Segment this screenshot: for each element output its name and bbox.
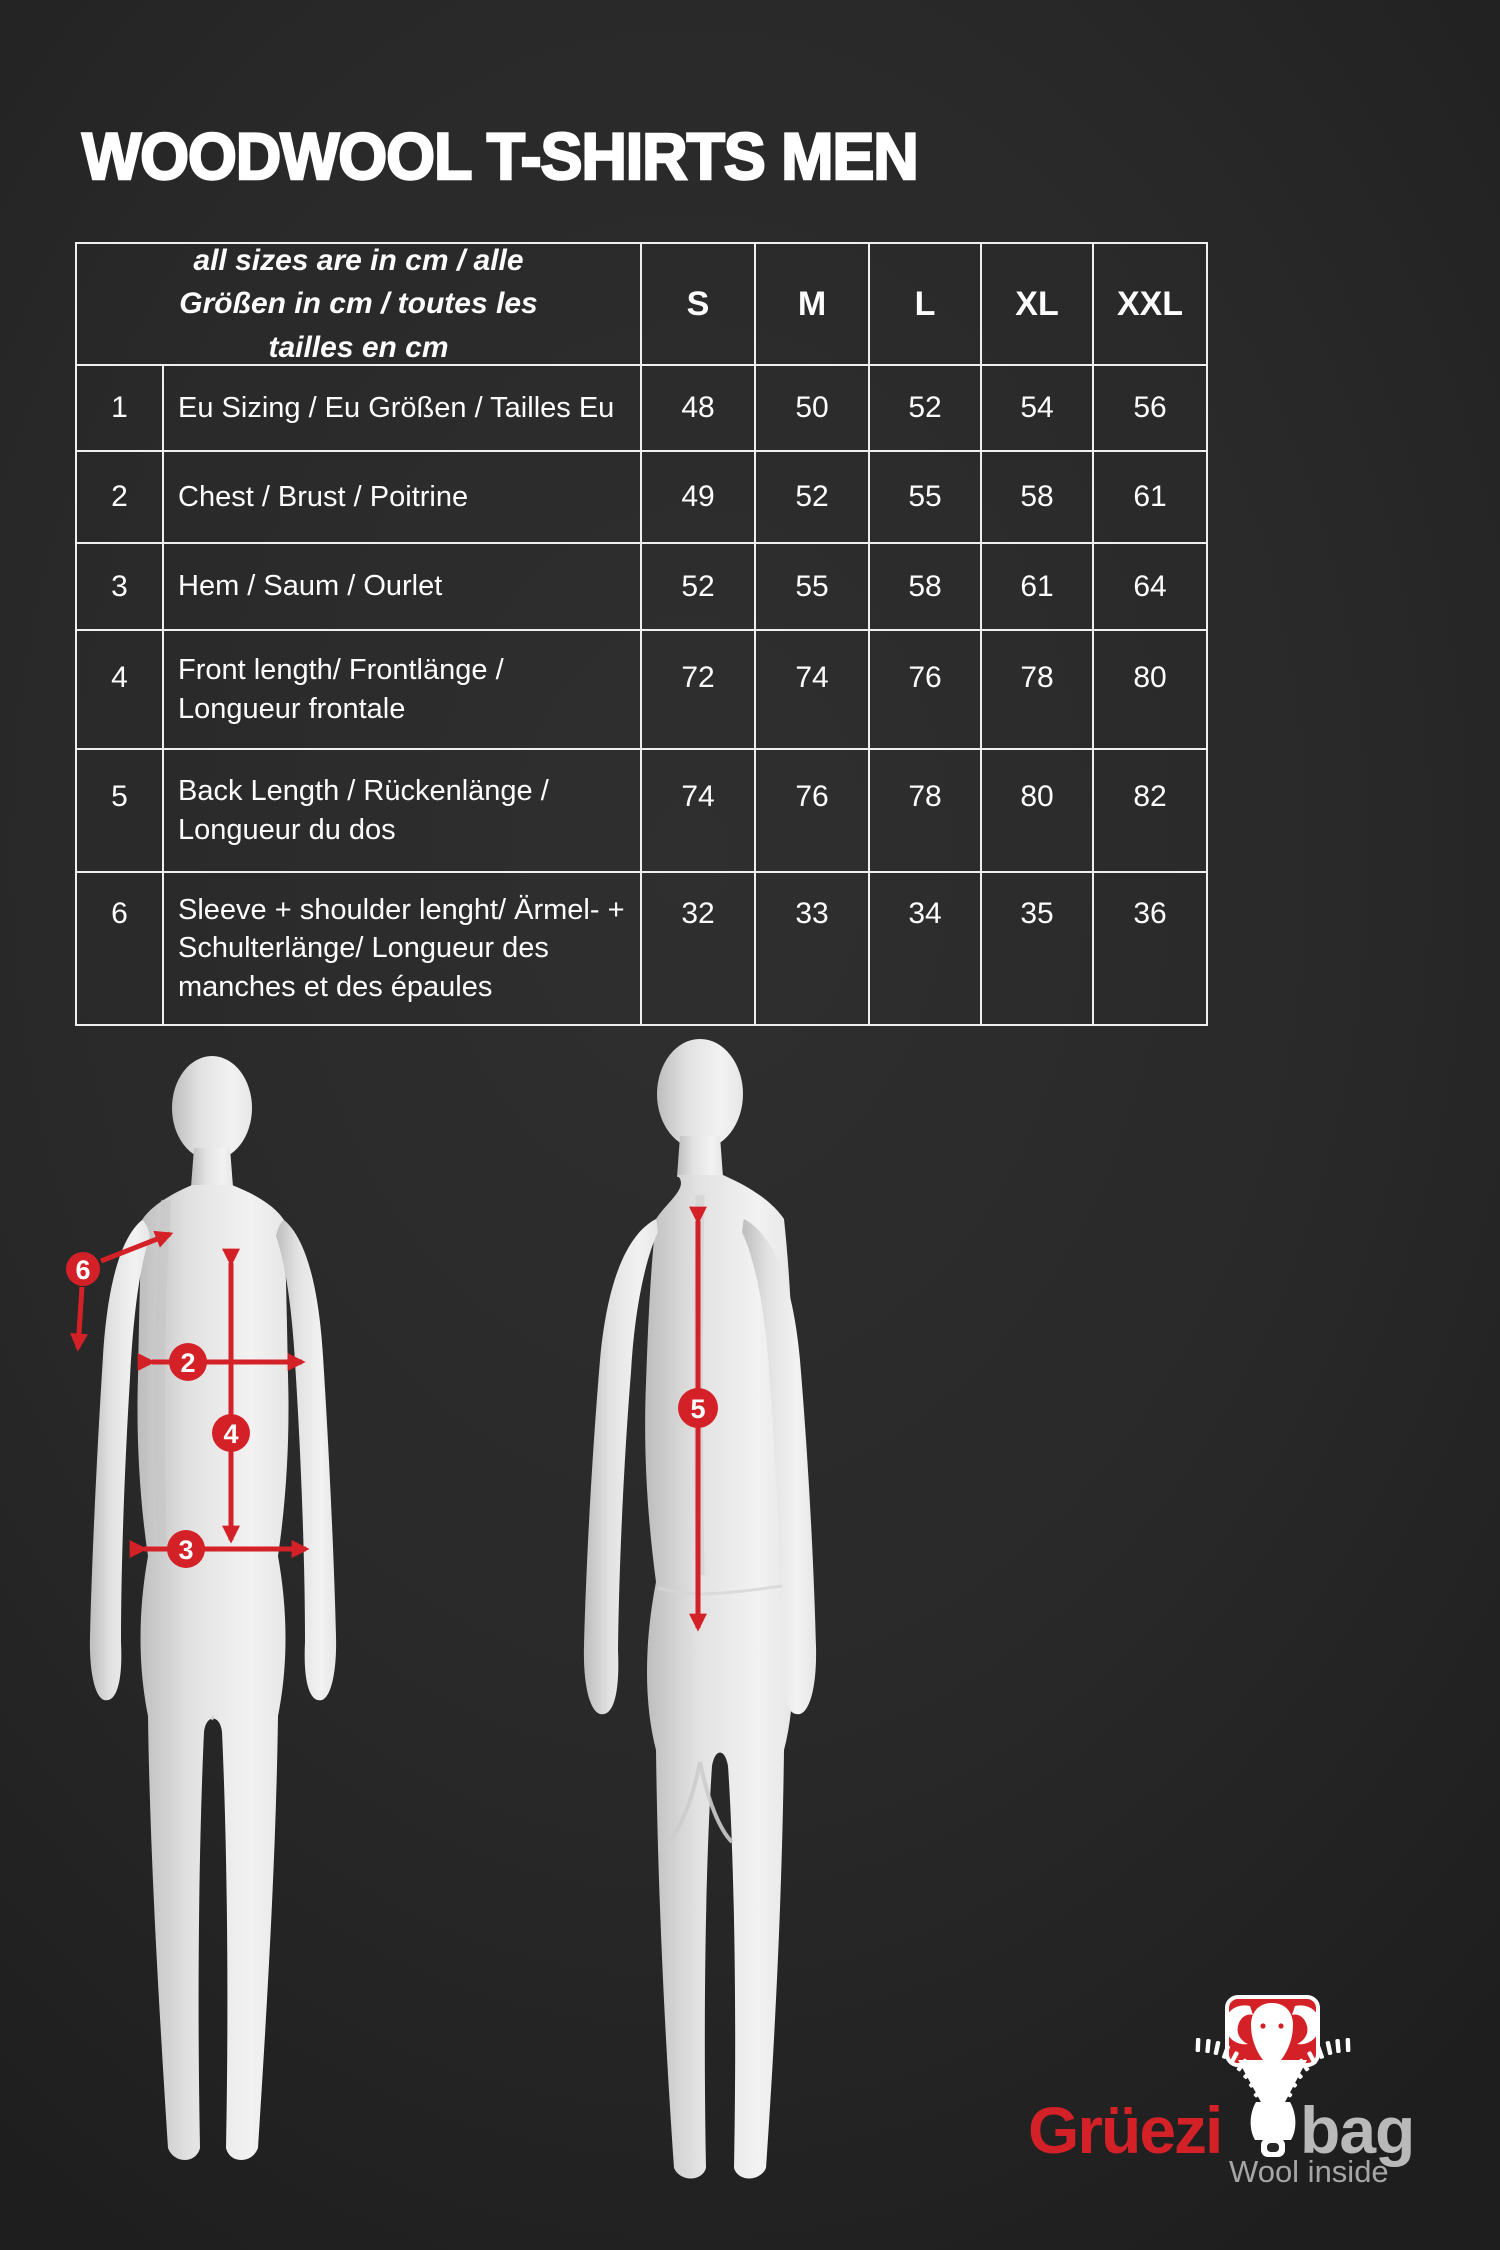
row-number: 2 xyxy=(77,452,164,544)
row-label: Front length/ Frontlänge / Longueur frontale xyxy=(164,631,642,750)
marker-5 xyxy=(678,1388,718,1428)
svg-text:4: 4 xyxy=(223,1419,239,1449)
marker-6 xyxy=(66,1252,100,1286)
row-number: 5 xyxy=(77,750,164,873)
table-header-size-xxl: XXL xyxy=(1094,244,1206,366)
size-value-cell: 82 xyxy=(1094,750,1206,873)
row-label: Chest / Brust / Poitrine xyxy=(164,452,642,544)
svg-text:5: 5 xyxy=(690,1394,706,1424)
row-number: 3 xyxy=(77,544,164,631)
row-label: Eu Sizing / Eu Größen / Tailles Eu xyxy=(164,366,642,452)
row-number: 1 xyxy=(77,366,164,452)
table-header-size-s: S xyxy=(642,244,756,366)
size-value-cell: 56 xyxy=(1094,366,1206,452)
size-value-cell: 49 xyxy=(642,452,756,544)
size-value-cell: 58 xyxy=(870,544,982,631)
size-value-cell: 50 xyxy=(756,366,870,452)
table-header-size-l: L xyxy=(870,244,982,366)
size-value-cell: 78 xyxy=(982,631,1094,750)
size-value-cell: 52 xyxy=(756,452,870,544)
logo-tagline: Wool inside xyxy=(1229,2154,1389,2189)
size-value-cell: 55 xyxy=(756,544,870,631)
svg-text:3: 3 xyxy=(178,1535,194,1565)
logo-brand-name-red: Grüezi xyxy=(1028,2093,1222,2167)
size-value-cell: 58 xyxy=(982,452,1094,544)
row-label: Hem / Saum / Ourlet xyxy=(164,544,642,631)
size-value-cell: 76 xyxy=(870,631,982,750)
size-value-cell: 35 xyxy=(982,873,1094,1024)
sleeve-down-arrow xyxy=(78,1287,82,1348)
marker-4 xyxy=(212,1414,250,1452)
size-value-cell: 61 xyxy=(982,544,1094,631)
size-value-cell: 32 xyxy=(642,873,756,1024)
table-header-size-xl: XL xyxy=(982,244,1094,366)
size-value-cell: 61 xyxy=(1094,452,1206,544)
svg-text:6: 6 xyxy=(75,1255,91,1285)
size-value-cell: 64 xyxy=(1094,544,1206,631)
size-value-cell: 54 xyxy=(982,366,1094,452)
size-value-cell: 74 xyxy=(756,631,870,750)
size-value-cell: 52 xyxy=(642,544,756,631)
logo-brand-name-gray: bag xyxy=(1300,2093,1415,2167)
table-header-units-note: all sizes are in cm / alle Größen in cm / toutes les tailles en cm xyxy=(77,244,642,366)
zipper-pull-icon xyxy=(1251,2096,1296,2157)
size-value-cell: 74 xyxy=(642,750,756,873)
svg-text:2: 2 xyxy=(180,1348,196,1378)
size-value-cell: 34 xyxy=(870,873,982,1024)
size-value-cell: 52 xyxy=(870,366,982,452)
row-number: 4 xyxy=(77,631,164,750)
size-value-cell: 80 xyxy=(982,750,1094,873)
size-value-cell: 55 xyxy=(870,452,982,544)
size-value-cell: 72 xyxy=(642,631,756,750)
marker-2 xyxy=(169,1343,207,1381)
marker-3 xyxy=(167,1530,205,1568)
row-label: Back Length / Rückenlänge / Longueur du dos xyxy=(164,750,642,873)
row-number: 6 xyxy=(77,873,164,1024)
size-value-cell: 33 xyxy=(756,873,870,1024)
size-value-cell: 36 xyxy=(1133,897,1167,930)
size-value-cell: 48 xyxy=(642,366,756,452)
row-label: Sleeve + shoulder lenght/ Ärmel- + Schulterlänge/ Longueur des manches et des épaules xyxy=(164,873,642,1024)
size-value-cell: 76 xyxy=(756,750,870,873)
front-mannequin-figure xyxy=(90,1056,336,2160)
page-title: WOODWOOL T-SHIRTS MEN xyxy=(82,119,918,193)
size-value-cell: 78 xyxy=(870,750,982,873)
size-value-cell: 80 xyxy=(1094,631,1206,750)
table-header-size-m: M xyxy=(756,244,870,366)
